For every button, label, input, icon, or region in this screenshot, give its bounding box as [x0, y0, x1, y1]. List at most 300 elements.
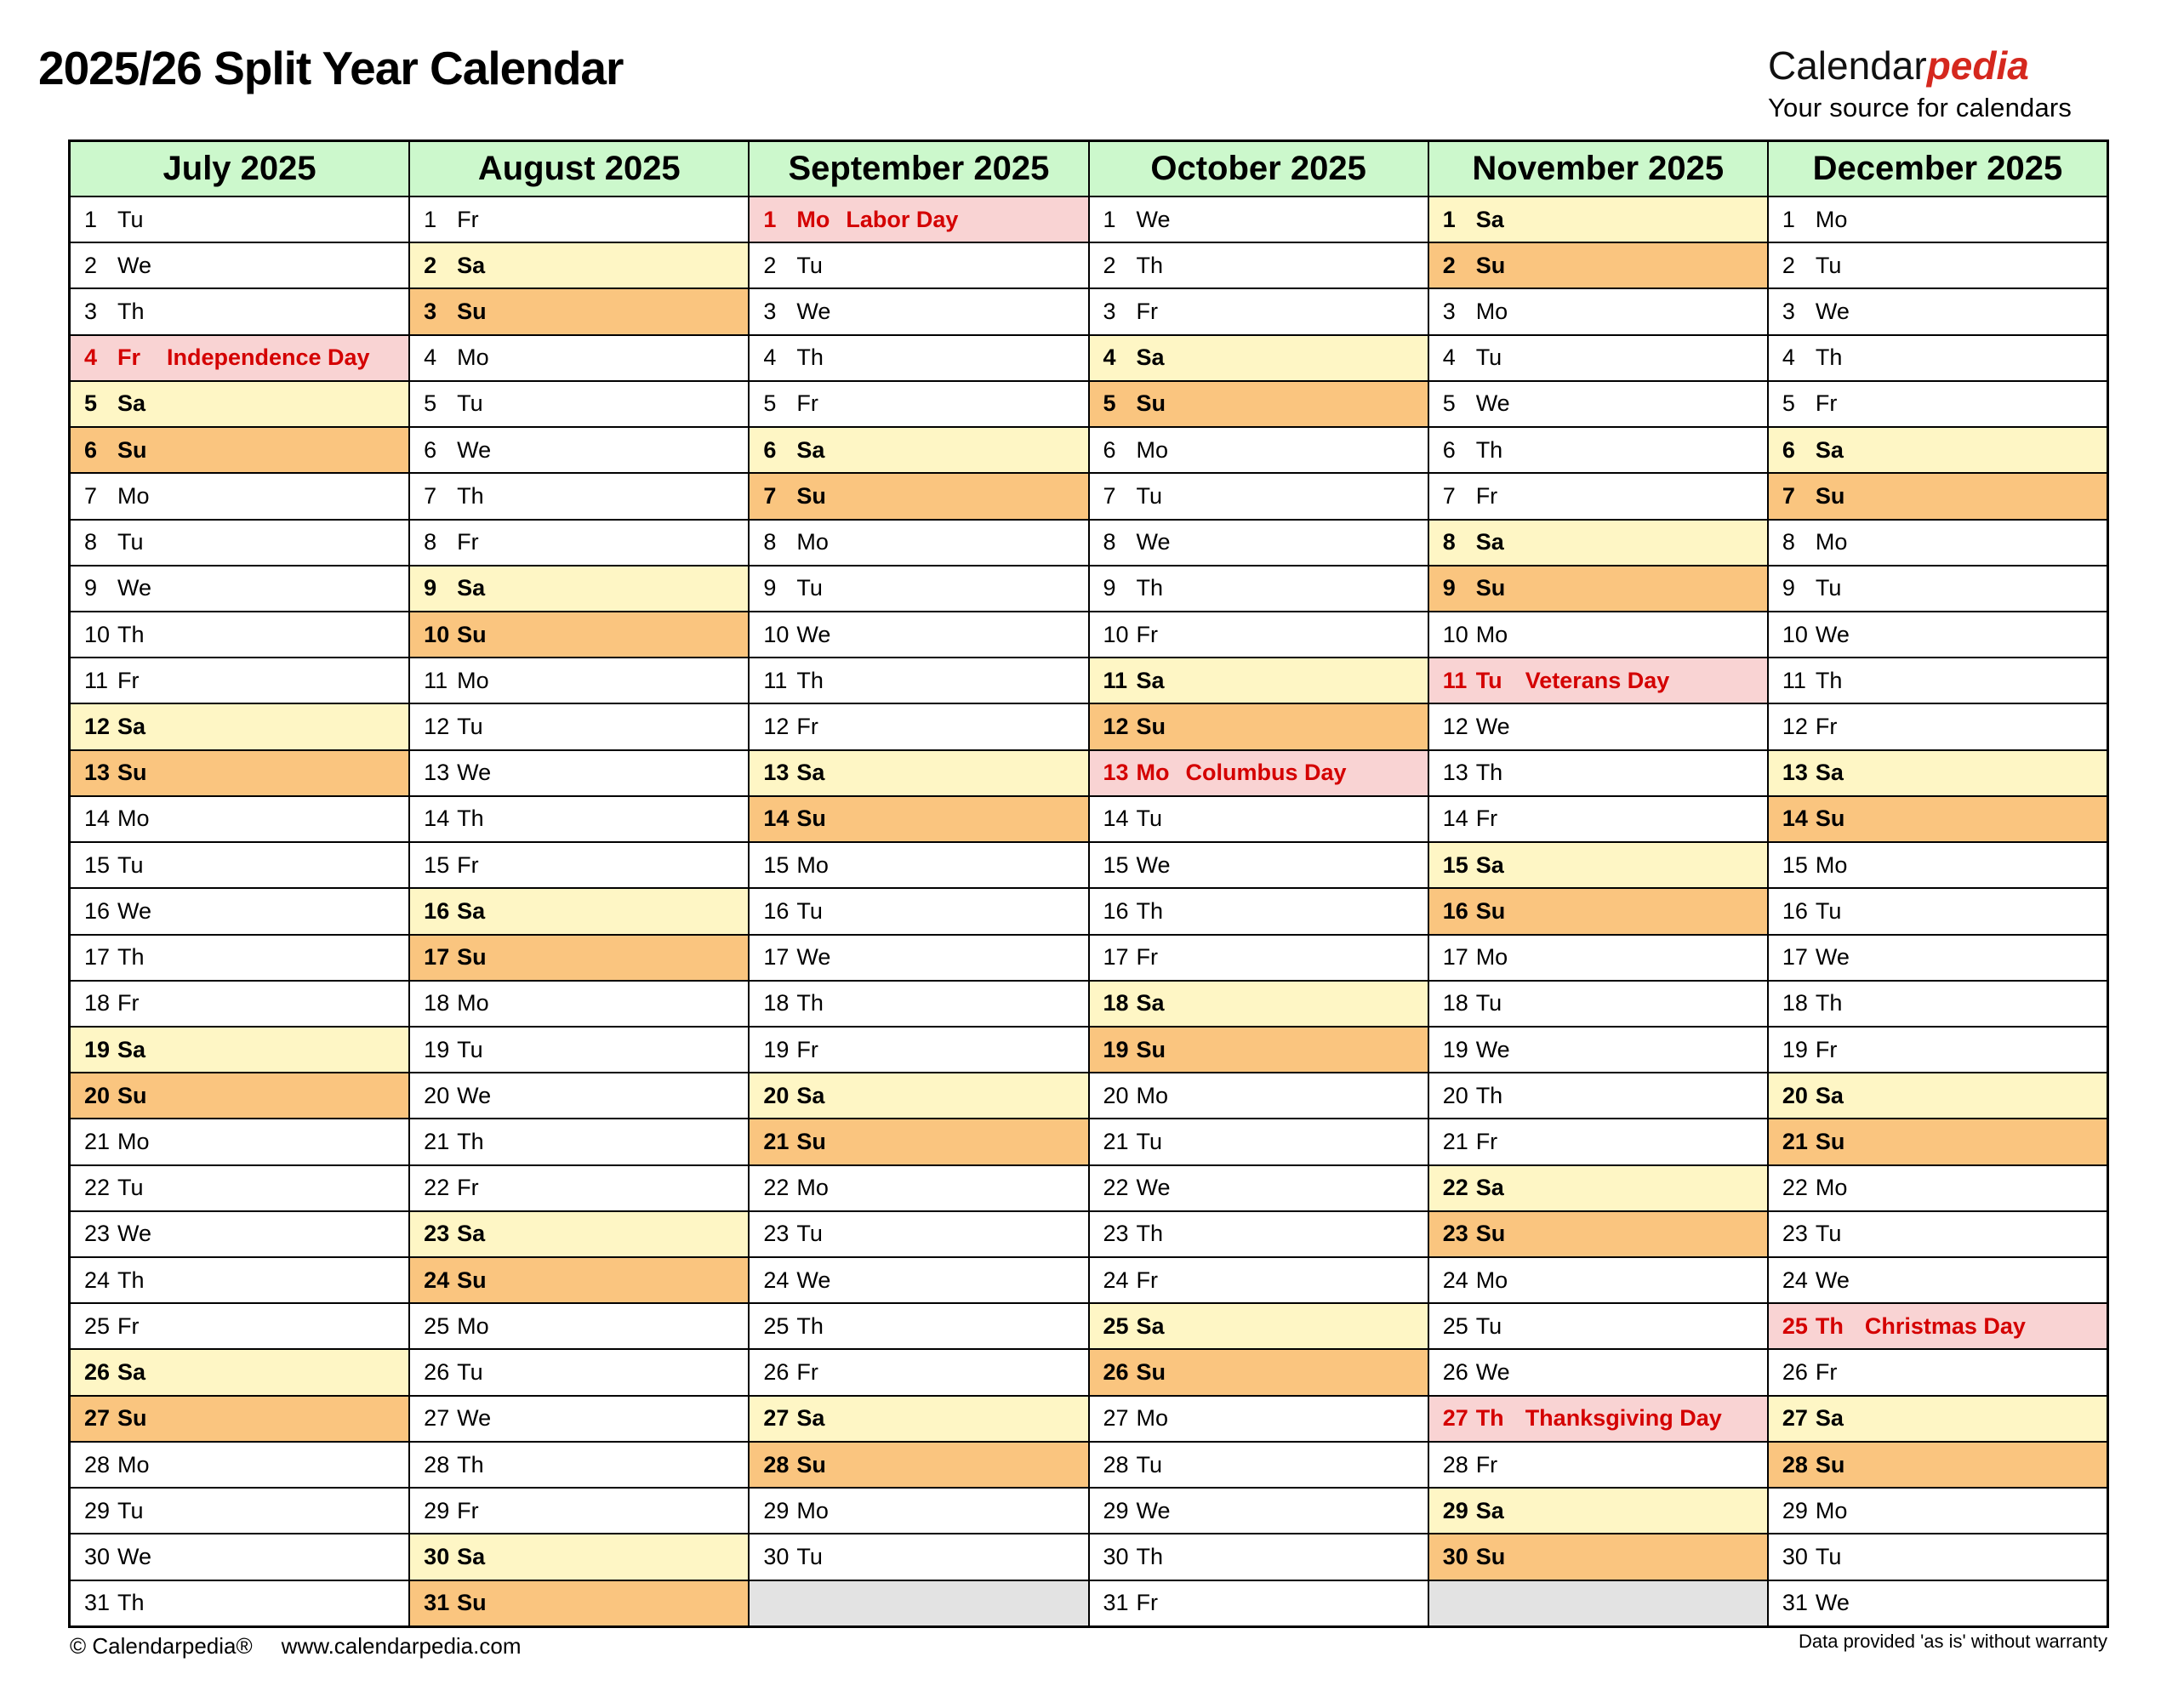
day-cell-december-20 — [1769, 1073, 2107, 1119]
day-cell-august-13 — [410, 751, 748, 797]
day-cell-october-20 — [1090, 1073, 1428, 1119]
logo-wordmark — [1768, 43, 2142, 88]
day-number: 23 — [424, 1221, 450, 1247]
day-number: 2 — [1103, 252, 1116, 278]
day-cell-november-20 — [1429, 1073, 1767, 1119]
day-cell-december-13 — [1769, 751, 2107, 797]
day-weekday: Tu — [457, 1359, 483, 1386]
day-cell-october-24 — [1090, 1258, 1428, 1304]
day-cell-august-24 — [410, 1258, 748, 1304]
day-number: 12 — [1442, 714, 1468, 740]
day-cell-october-27 — [1090, 1397, 1428, 1443]
day-cell-november-14 — [1429, 797, 1767, 843]
day-number: 28 — [84, 1451, 111, 1477]
day-weekday: Su — [457, 944, 487, 971]
day-weekday: Tu — [117, 529, 144, 555]
day-weekday: We — [1136, 529, 1171, 555]
day-weekday: Fr — [796, 1036, 818, 1062]
day-number: 2 — [1442, 252, 1456, 278]
day-weekday: Th — [1136, 897, 1164, 924]
day-cell-august-12 — [410, 704, 748, 750]
day-cell-november-21 — [1429, 1119, 1767, 1165]
day-weekday: Mo — [796, 1175, 829, 1201]
day-number: 11 — [84, 667, 109, 693]
day-weekday: Mo — [1815, 1175, 1848, 1201]
day-weekday: Tu — [117, 851, 144, 878]
day-cell-august-8 — [410, 521, 748, 566]
day-weekday: Su — [117, 436, 147, 463]
day-number: 25 — [84, 1312, 111, 1339]
day-weekday: Tu — [1815, 252, 1842, 278]
day-number: 29 — [1442, 1497, 1468, 1523]
day-number: 21 — [1442, 1128, 1468, 1154]
day-number: 22 — [84, 1175, 111, 1201]
day-cell-november-29 — [1429, 1489, 1767, 1534]
day-weekday: Su — [117, 760, 147, 786]
day-weekday: Th — [1815, 990, 1843, 1016]
day-weekday: Su — [796, 806, 826, 832]
day-number: 5 — [424, 390, 437, 417]
day-number: 14 — [1782, 806, 1808, 832]
day-cell-september-14 — [750, 797, 1087, 843]
day-cell-december-8 — [1769, 521, 2107, 566]
day-weekday: Sa — [1475, 1175, 1504, 1201]
day-number: 17 — [1782, 944, 1808, 971]
day-weekday: We — [796, 621, 831, 647]
day-number: 9 — [1442, 575, 1456, 601]
day-weekday: Th — [117, 1267, 145, 1293]
day-weekday: We — [457, 1082, 492, 1108]
day-weekday: Mo — [457, 990, 489, 1016]
day-cell-august-31 — [410, 1581, 748, 1625]
day-cell-september-25 — [750, 1304, 1087, 1350]
day-cell-december-23 — [1769, 1212, 2107, 1258]
day-number: 7 — [1442, 482, 1456, 509]
day-cell-october-7 — [1090, 474, 1428, 520]
day-weekday: Mo — [1475, 621, 1508, 647]
month-column-november — [1428, 142, 1767, 1625]
month-header-august: August 2025 — [410, 142, 748, 197]
day-weekday: Fr — [117, 667, 140, 693]
day-weekday: We — [796, 1267, 831, 1293]
day-cell-september-28 — [750, 1443, 1087, 1489]
day-number: 17 — [1103, 944, 1129, 971]
day-weekday: Sa — [1136, 344, 1165, 371]
day-number: 9 — [84, 575, 98, 601]
day-cell-september-29 — [750, 1489, 1087, 1534]
day-cell-september-8 — [750, 521, 1087, 566]
month-column-october — [1088, 142, 1428, 1625]
day-cell-november-28 — [1429, 1443, 1767, 1489]
day-weekday: Fr — [796, 1359, 818, 1386]
day-cell-october-28 — [1090, 1443, 1428, 1489]
day-cell-september-9 — [750, 566, 1087, 612]
day-cell-december-30 — [1769, 1534, 2107, 1580]
month-header-october: October 2025 — [1090, 142, 1428, 197]
day-weekday: Th — [796, 990, 824, 1016]
day-cell-august-3 — [410, 289, 748, 335]
day-cell-july-27 — [71, 1397, 408, 1443]
day-weekday: Tu — [1136, 1128, 1163, 1154]
day-number: 24 — [424, 1267, 450, 1293]
day-number: 15 — [1782, 851, 1808, 878]
day-weekday: Mo — [117, 1451, 150, 1477]
day-cell-august-11 — [410, 658, 748, 704]
day-number: 4 — [763, 344, 777, 371]
day-number: 2 — [424, 252, 437, 278]
day-cell-july-7 — [71, 474, 408, 520]
day-cell-october-5 — [1090, 382, 1428, 428]
day-number: 3 — [1103, 299, 1116, 325]
day-number: 4 — [1103, 344, 1116, 371]
day-number: 5 — [1442, 390, 1456, 417]
day-weekday: Su — [1815, 482, 1845, 509]
day-weekday: Sa — [1475, 851, 1504, 878]
day-weekday: Sa — [1475, 529, 1504, 555]
day-number: 10 — [763, 621, 790, 647]
footer-disclaimer: Data provided 'as is' without warranty — [1798, 1631, 2107, 1652]
day-number: 3 — [424, 299, 437, 325]
footer-copyright — [70, 1633, 521, 1660]
day-weekday: Mo — [796, 206, 830, 232]
day-number: 10 — [1103, 621, 1129, 647]
day-weekday: Tu — [117, 206, 144, 232]
holiday-label: Independence Day — [167, 344, 370, 371]
day-weekday: Th — [1475, 1405, 1504, 1432]
day-weekday: Mo — [1815, 1497, 1848, 1523]
day-weekday: Sa — [1815, 760, 1844, 786]
day-number: 2 — [1782, 252, 1795, 278]
day-weekday: Th — [117, 1590, 145, 1616]
day-weekday: Sa — [117, 714, 146, 740]
day-weekday: Fr — [1136, 944, 1158, 971]
day-weekday: We — [1475, 390, 1510, 417]
day-number: 21 — [763, 1128, 790, 1154]
day-weekday: Th — [457, 806, 484, 832]
day-weekday: Sa — [1136, 667, 1165, 693]
day-weekday: Su — [1815, 1128, 1845, 1154]
day-cell-december-16 — [1769, 889, 2107, 935]
day-weekday: Tu — [1815, 897, 1842, 924]
day-cell-august-7 — [410, 474, 748, 520]
day-cell-november-8 — [1429, 521, 1767, 566]
day-cell-october-6 — [1090, 428, 1428, 474]
day-number: 5 — [84, 390, 98, 417]
day-number: 1 — [1442, 206, 1456, 232]
logo-tagline: Your source for calendars — [1768, 93, 2073, 122]
day-number: 11 — [1782, 667, 1806, 693]
day-cell-august-21 — [410, 1119, 748, 1165]
day-number: 27 — [1782, 1405, 1808, 1432]
day-cell-october-1 — [1090, 197, 1428, 243]
day-cell-july-16 — [71, 889, 408, 935]
day-number: 23 — [1103, 1221, 1129, 1247]
day-number: 28 — [424, 1451, 450, 1477]
day-cell-december-6 — [1769, 428, 2107, 474]
day-weekday: Tu — [457, 390, 483, 417]
day-weekday: Fr — [1815, 390, 1838, 417]
day-weekday: Mo — [117, 1128, 150, 1154]
day-number: 12 — [1103, 714, 1129, 740]
day-weekday: Su — [1136, 714, 1166, 740]
day-cell-december-4 — [1769, 336, 2107, 382]
day-weekday: Sa — [457, 1221, 486, 1247]
day-weekday: Th — [117, 299, 145, 325]
day-weekday: Tu — [1136, 806, 1163, 832]
day-number: 20 — [1782, 1082, 1808, 1108]
day-number: 26 — [424, 1359, 450, 1386]
day-cell-august-17 — [410, 936, 748, 982]
holiday-label: Thanksgiving Day — [1525, 1405, 1722, 1432]
day-cell-july-9 — [71, 566, 408, 612]
day-weekday: Tu — [1815, 1543, 1842, 1569]
day-cell-july-3 — [71, 289, 408, 335]
day-number: 7 — [84, 482, 98, 509]
day-number: 14 — [84, 806, 111, 832]
day-number: 17 — [763, 944, 790, 971]
day-number: 26 — [763, 1359, 790, 1386]
day-weekday: We — [1815, 1267, 1850, 1293]
day-number: 8 — [1103, 529, 1116, 555]
day-number: 27 — [1442, 1405, 1468, 1432]
day-weekday: Fr — [457, 851, 479, 878]
month-column-september — [748, 142, 1087, 1625]
day-cell-november-7 — [1429, 474, 1767, 520]
day-weekday: Tu — [1475, 667, 1502, 693]
day-number: 27 — [84, 1405, 111, 1432]
day-number: 13 — [763, 760, 790, 786]
day-cell-july-5 — [71, 382, 408, 428]
day-number: 19 — [84, 1036, 111, 1062]
day-number: 24 — [84, 1267, 111, 1293]
day-cell-october-3 — [1090, 289, 1428, 335]
day-weekday: We — [457, 760, 492, 786]
month-header-july: July 2025 — [71, 142, 408, 197]
day-weekday: Th — [796, 667, 824, 693]
day-weekday: Th — [457, 1451, 484, 1477]
day-cell-november-13 — [1429, 751, 1767, 797]
day-weekday: Mo — [1136, 760, 1170, 786]
day-weekday: Th — [1815, 344, 1843, 371]
day-weekday: Sa — [796, 436, 825, 463]
day-weekday: Su — [1815, 1451, 1845, 1477]
day-weekday: Sa — [796, 1405, 825, 1432]
day-number: 30 — [1782, 1543, 1808, 1569]
day-number: 24 — [763, 1267, 790, 1293]
day-number: 14 — [1442, 806, 1468, 832]
day-cell-december-9 — [1769, 566, 2107, 612]
day-weekday: Mo — [457, 344, 489, 371]
day-cell-august-15 — [410, 843, 748, 889]
day-cell-december-14 — [1769, 797, 2107, 843]
day-number: 31 — [1103, 1590, 1129, 1616]
day-weekday: Sa — [457, 575, 486, 601]
day-number: 13 — [1103, 760, 1129, 786]
calendar-table — [68, 139, 2109, 1628]
day-weekday: Th — [1136, 575, 1164, 601]
day-number: 16 — [1103, 897, 1129, 924]
day-weekday: Tu — [1815, 1221, 1842, 1247]
day-cell-july-19 — [71, 1028, 408, 1073]
day-number: 16 — [1782, 897, 1808, 924]
day-weekday: Mo — [796, 1497, 829, 1523]
day-number: 17 — [84, 944, 111, 971]
day-cell-november-11 — [1429, 658, 1767, 704]
day-number: 23 — [1782, 1221, 1808, 1247]
holiday-label: Columbus Day — [1185, 760, 1347, 786]
day-cell-july-21 — [71, 1119, 408, 1165]
day-number: 9 — [1782, 575, 1795, 601]
day-number: 15 — [1103, 851, 1129, 878]
day-weekday: Sa — [796, 760, 825, 786]
day-number: 19 — [1782, 1036, 1808, 1062]
day-cell-september-6 — [750, 428, 1087, 474]
footer-url[interactable]: www.calendarpedia.com — [281, 1633, 522, 1659]
day-cell-july-13 — [71, 751, 408, 797]
day-cell-august-22 — [410, 1166, 748, 1212]
day-number: 29 — [763, 1497, 790, 1523]
day-weekday: Su — [457, 621, 487, 647]
day-weekday: We — [1475, 1359, 1510, 1386]
day-cell-july-18 — [71, 982, 408, 1028]
day-cell-december-11 — [1769, 658, 2107, 704]
day-weekday: Th — [117, 621, 145, 647]
day-cell-august-28 — [410, 1443, 748, 1489]
day-number: 30 — [763, 1543, 790, 1569]
day-weekday: Sa — [117, 1036, 146, 1062]
day-weekday: We — [1136, 851, 1171, 878]
day-number: 17 — [1442, 944, 1468, 971]
day-weekday: We — [1475, 714, 1510, 740]
day-cell-november-10 — [1429, 612, 1767, 658]
day-number: 12 — [763, 714, 790, 740]
day-weekday: We — [1136, 206, 1171, 232]
day-weekday: Th — [1815, 667, 1843, 693]
day-cell-july-12 — [71, 704, 408, 750]
day-weekday: Mo — [1136, 436, 1169, 463]
day-weekday: Tu — [457, 1036, 483, 1062]
day-cell-september-11 — [750, 658, 1087, 704]
day-cell-october-11 — [1090, 658, 1428, 704]
day-number: 27 — [763, 1405, 790, 1432]
day-cell-september-15 — [750, 843, 1087, 889]
day-weekday: Fr — [457, 1497, 479, 1523]
day-number: 4 — [84, 344, 98, 371]
day-number: 2 — [84, 252, 98, 278]
day-cell-july-17 — [71, 936, 408, 982]
day-number: 29 — [84, 1497, 111, 1523]
day-number: 12 — [84, 714, 111, 740]
day-number: 18 — [763, 990, 790, 1016]
day-weekday: We — [1136, 1497, 1171, 1523]
logo-text-pedia: pedia — [1926, 43, 2029, 88]
day-number: 28 — [1782, 1451, 1808, 1477]
calendarpedia-logo[interactable] — [1768, 43, 2142, 123]
day-cell-december-5 — [1769, 382, 2107, 428]
day-cell-october-31 — [1090, 1581, 1428, 1625]
day-weekday: Sa — [1136, 990, 1165, 1016]
day-weekday: Sa — [1475, 206, 1504, 232]
day-weekday: Fr — [796, 390, 818, 417]
day-weekday: Su — [796, 1451, 826, 1477]
day-number: 7 — [1103, 482, 1116, 509]
day-cell-august-14 — [410, 797, 748, 843]
day-weekday: We — [796, 299, 831, 325]
day-number: 6 — [84, 436, 98, 463]
day-cell-august-18 — [410, 982, 748, 1028]
day-number: 27 — [424, 1405, 450, 1432]
day-cell-november-19 — [1429, 1028, 1767, 1073]
day-weekday: Th — [796, 344, 824, 371]
day-cell-december-15 — [1769, 843, 2107, 889]
day-number: 8 — [84, 529, 98, 555]
day-number: 5 — [1782, 390, 1795, 417]
day-number: 28 — [763, 1451, 790, 1477]
day-weekday: Fr — [457, 1175, 479, 1201]
day-number: 10 — [84, 621, 111, 647]
day-number: 28 — [1103, 1451, 1129, 1477]
day-number: 12 — [424, 714, 450, 740]
day-number: 25 — [1442, 1312, 1468, 1339]
day-cell-december-31 — [1769, 1581, 2107, 1625]
day-cell-july-11 — [71, 658, 408, 704]
day-cell-july-6 — [71, 428, 408, 474]
day-weekday: We — [1815, 299, 1850, 325]
day-weekday: Mo — [1475, 299, 1508, 325]
day-number: 29 — [1103, 1497, 1129, 1523]
day-cell-september-2 — [750, 243, 1087, 289]
day-weekday: We — [1815, 621, 1850, 647]
day-number: 20 — [1442, 1082, 1468, 1108]
day-cell-september-18 — [750, 982, 1087, 1028]
day-cell-july-26 — [71, 1350, 408, 1396]
day-cell-november-23 — [1429, 1212, 1767, 1258]
day-cell-july-4 — [71, 336, 408, 382]
day-cell-october-16 — [1090, 889, 1428, 935]
day-cell-august-9 — [410, 566, 748, 612]
holiday-label: Veterans Day — [1525, 667, 1670, 693]
day-number: 3 — [1782, 299, 1795, 325]
day-number: 24 — [1782, 1267, 1808, 1293]
day-number: 20 — [763, 1082, 790, 1108]
day-number: 26 — [84, 1359, 111, 1386]
day-cell-august-10 — [410, 612, 748, 658]
day-cell-october-25 — [1090, 1304, 1428, 1350]
day-weekday: Mo — [796, 529, 829, 555]
day-weekday: Tu — [796, 1543, 823, 1569]
day-number: 23 — [84, 1221, 111, 1247]
day-number: 22 — [1103, 1175, 1129, 1201]
day-cell-october-19 — [1090, 1028, 1428, 1073]
day-number: 25 — [424, 1312, 450, 1339]
day-weekday: Fr — [117, 1312, 140, 1339]
day-number: 13 — [1442, 760, 1468, 786]
day-cell-october-22 — [1090, 1166, 1428, 1212]
day-cell-november-26 — [1429, 1350, 1767, 1396]
day-weekday: Mo — [1815, 206, 1848, 232]
day-number: 14 — [763, 806, 790, 832]
day-cell-august-2 — [410, 243, 748, 289]
day-number: 20 — [1103, 1082, 1129, 1108]
day-number: 21 — [1103, 1128, 1129, 1154]
day-weekday: Mo — [457, 1312, 489, 1339]
day-weekday: Sa — [1815, 1405, 1844, 1432]
day-number: 30 — [84, 1543, 111, 1569]
day-number: 1 — [1103, 206, 1116, 232]
day-cell-july-29 — [71, 1489, 408, 1534]
day-number: 29 — [1782, 1497, 1808, 1523]
day-number: 1 — [1782, 206, 1795, 232]
